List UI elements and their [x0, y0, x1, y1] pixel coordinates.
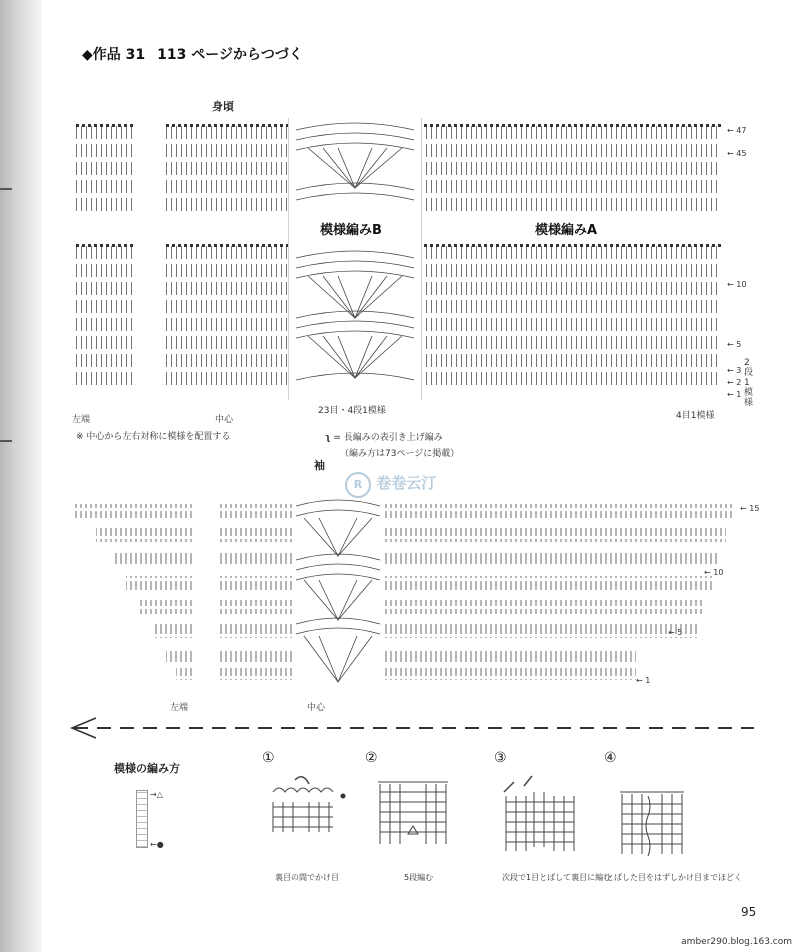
- step-number: ②: [365, 750, 378, 766]
- row-mark: ← 5: [727, 340, 742, 349]
- sleeve-center-label: 中心: [307, 703, 326, 713]
- step-4-illustration: [614, 786, 694, 861]
- pattern-a-repeat-label: 4目1模様: [676, 411, 715, 421]
- step-number: ①: [262, 750, 275, 766]
- post-stitch-symbol-icon: ʅ: [325, 433, 331, 443]
- sleeve-row-mark: ← 15: [740, 504, 760, 513]
- step-caption: とばした目をはずしかけ目までほどく: [606, 873, 742, 882]
- side-repeat-label: 2段1模様: [744, 358, 754, 408]
- pattern-b-panel: [288, 118, 422, 400]
- watermark: R 卷卷云汀: [345, 472, 436, 498]
- page-number: 95: [741, 905, 757, 919]
- row-mark: ← 45: [727, 149, 747, 158]
- sleeve-left-edge-label: 左端: [170, 703, 189, 713]
- row-mark: ← 2: [727, 378, 742, 387]
- symbol-legend-text: = 長編みの表引き上げ編み: [333, 433, 443, 443]
- title-continued: 113 ページからつづく: [157, 47, 303, 63]
- step-1-illustration: [265, 772, 350, 842]
- pattern-b-label: 模様編みB: [320, 223, 382, 238]
- legend-arrow-icon: →△: [150, 790, 163, 799]
- step-caption: 裏目の間でかけ目: [275, 873, 339, 882]
- step-3-illustration: [494, 772, 584, 857]
- body-left-edge-label: 左端: [72, 415, 91, 425]
- row-mark: ← 47: [727, 126, 747, 135]
- sleeve-knit-chart: [74, 496, 746, 688]
- step-caption: 次段で1目とばして裏目に編む: [502, 873, 612, 882]
- pattern-b-repeat-label: 23目・4段1模様: [318, 406, 386, 416]
- sleeve-row-mark: ← 5: [668, 628, 683, 637]
- book-binding: [0, 0, 42, 952]
- sleeve-row-mark: ← 1: [636, 676, 651, 685]
- row-mark: ← 3: [727, 366, 742, 375]
- watermark-logo-icon: R: [345, 472, 371, 498]
- howto-legend-column: [136, 790, 148, 848]
- body-knit-chart: [76, 118, 721, 400]
- legend-arrow-icon: ←●: [150, 840, 164, 849]
- symbol-legend: [325, 430, 443, 443]
- title-diamond-icon: ◆: [82, 47, 93, 63]
- row-mark: ← 10: [727, 280, 747, 289]
- step-number: ④: [604, 750, 617, 766]
- step-number: ③: [494, 750, 507, 766]
- step-caption: 5段編む: [404, 873, 434, 882]
- symbol-legend-sub: （編み方は73ページに掲載）: [340, 449, 460, 459]
- row-mark: ← 1: [727, 390, 742, 399]
- page-title: [82, 44, 303, 64]
- sleeve-row-mark: ← 10: [704, 568, 724, 577]
- sleeve-section-label: 袖: [314, 459, 325, 472]
- symmetry-note: ※ 中心から左右対称に模様を配置する: [76, 432, 231, 442]
- footer-url: amber290.blog.163.com: [681, 937, 792, 947]
- howto-title: 模様の編み方: [114, 762, 180, 775]
- step-2-illustration: [370, 772, 460, 852]
- title-work-number: 作品 31: [92, 47, 146, 63]
- body-section-label: 身頃: [212, 100, 234, 113]
- pattern-a-label: 模様編みA: [535, 223, 598, 238]
- knitting-direction-arrow: [68, 716, 756, 740]
- body-center-label: 中心: [215, 415, 234, 425]
